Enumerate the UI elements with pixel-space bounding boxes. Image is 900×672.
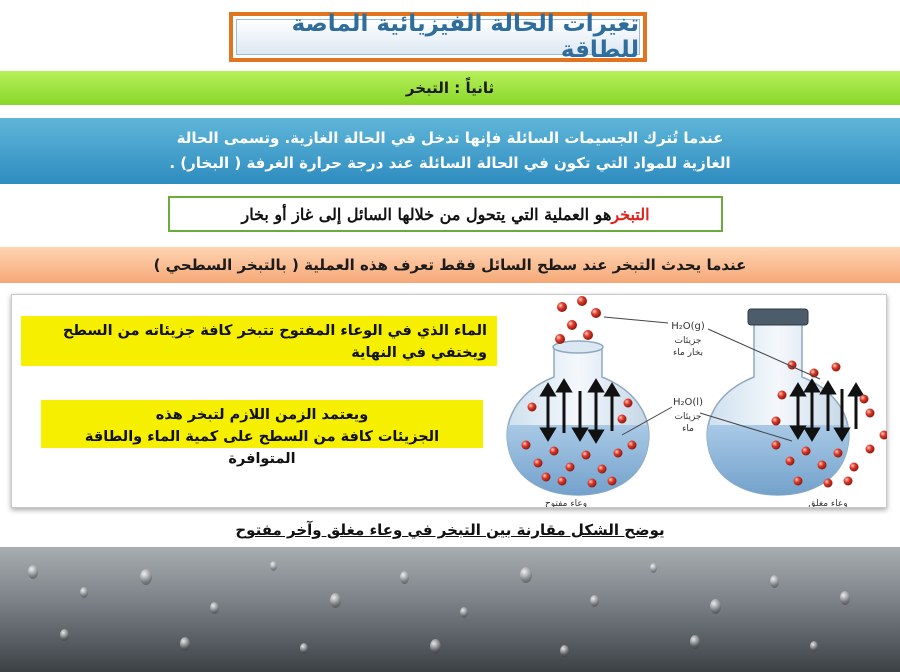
intro-line-1: عندما تُترك الجسيمات السائلة فإنها تدخل في الحالة الغازية. وتسمى الحالة xyxy=(176,129,724,147)
definition-text: هو العملية التي يتحول من خلالها السائل إلى غاز أو بخار xyxy=(241,204,612,224)
closed-flask-label: وعاء مغلق xyxy=(808,499,848,507)
page-title: تغيرات الحالة الفيزيائية الماصة للطاقة xyxy=(236,19,640,55)
time-dependency-note xyxy=(41,400,483,467)
rain-window-image xyxy=(0,547,900,672)
open-container-note: الماء الذي في الوعاء المفتوح تتبخر كافة جزيئاته من السطح ويختفي في النهاية xyxy=(21,316,497,366)
surface-evaporation-note: عندما يحدث التبخر عند سطح السائل فقط تعرف هذه العملية ( بالتبخر السطحي ) xyxy=(0,247,900,283)
open-flask-label: وعاء مفتوح xyxy=(544,499,588,507)
label-gas-formula: H₂O(g) xyxy=(671,321,705,332)
diagram-panel xyxy=(11,294,887,508)
intro-banner xyxy=(0,118,900,184)
label-gas-line1: جزيئات xyxy=(674,336,702,346)
intro-line-2: الغازية للمواد التي تكون في الحالة السائلة عند درجة حرارة الغرفة ( البخار) . xyxy=(169,154,731,172)
evaporation-diagram xyxy=(492,295,887,507)
definition-term: التبخر xyxy=(611,204,650,224)
label-liquid-line2: ماء xyxy=(682,424,694,434)
open-flask xyxy=(492,341,672,505)
label-liquid-formula: H₂O(l) xyxy=(673,397,703,408)
section-heading: ثانياً : التبخر xyxy=(0,71,900,105)
title-frame xyxy=(229,12,647,62)
figure-caption: يوضح الشكل مقارنة بين التبخر في وعاء مغلق وآخر مفتوح xyxy=(235,521,665,539)
time-note-line-2: الجزيئات كافة من السطح على كمية الماء والطاقة المتوافرة xyxy=(84,429,440,467)
label-gas-line2: بخار ماء xyxy=(672,348,704,358)
definition-box xyxy=(168,196,723,232)
label-liquid-line1: جزيئات xyxy=(674,412,702,422)
time-note-line-1: ويعتمد الزمن اللازم لتبخر هذه xyxy=(155,407,369,423)
